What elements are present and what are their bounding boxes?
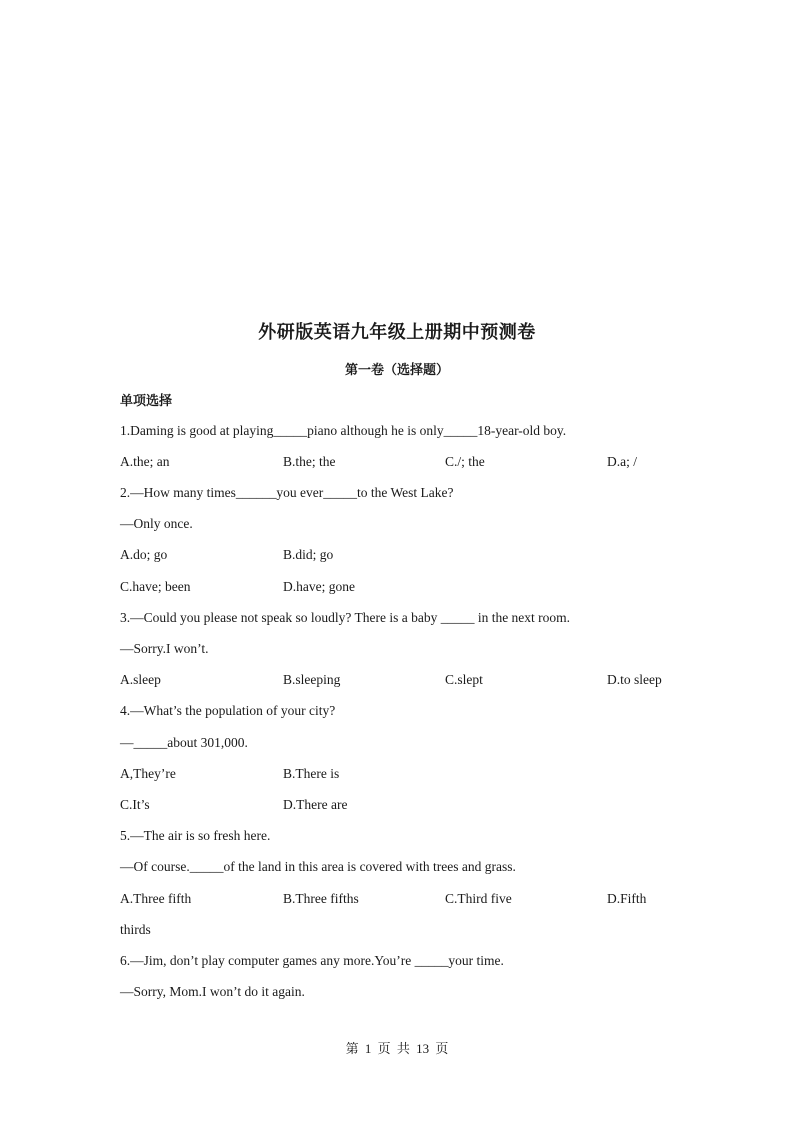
question-4-option-b: B.There is <box>283 766 340 781</box>
question-3-option-d: D.to sleep <box>607 672 662 687</box>
question-2-stem: 2.—How many times______you ever_____to the West Lake? <box>120 485 454 500</box>
question-4-response: —_____about 301,000. <box>120 735 248 750</box>
question-1-option-b: B.the; the <box>283 454 336 469</box>
question-4-option-a: A,They’re <box>120 766 176 781</box>
question-2-option-c: C.have; been <box>120 579 191 594</box>
question-1-option-c: C./; the <box>445 454 485 469</box>
question-3-option-c: C.slept <box>445 672 483 687</box>
question-4-option-c: C.It’s <box>120 797 150 812</box>
question-2-option-a: A.do; go <box>120 547 168 562</box>
question-3-stem: 3.—Could you please not speak so loudly? There is a baby _____ in the next room. <box>120 610 571 625</box>
page-subtitle: 第一卷（选择题） <box>344 363 449 378</box>
question-4-stem: 4.—What’s the population of your city? <box>120 703 336 718</box>
question-1-option-a: A.the; an <box>120 454 170 469</box>
question-2-option-d: D.have; gone <box>283 579 355 594</box>
question-3-option-a: A.sleep <box>120 672 161 687</box>
question-3-option-b: B.sleeping <box>283 672 341 687</box>
page-title: 外研版英语九年级上册期中预测卷 <box>258 322 536 343</box>
question-5-option-d-wrap: thirds <box>120 922 151 937</box>
question-5-option-b: B.Three fifths <box>283 891 359 906</box>
question-1-option-d: D.a; / <box>607 454 637 469</box>
question-1-stem: 1.Daming is good at playing_____piano although he is only_____18-year-old boy. <box>120 423 567 438</box>
question-5-stem: 5.—The air is so fresh here. <box>120 828 271 843</box>
question-2-response: —Only once. <box>120 516 193 531</box>
question-5-option-a: A.Three fifth <box>120 891 192 906</box>
question-4-option-d: D.There are <box>283 797 348 812</box>
question-6-response: —Sorry, Mom.I won’t do it again. <box>120 984 305 999</box>
question-6-stem: 6.—Jim, don’t play computer games any more.You’re _____your time. <box>120 953 504 968</box>
question-2-option-b: B.did; go <box>283 547 334 562</box>
question-5-option-c: C.Third five <box>445 891 512 906</box>
question-5-option-d: D.Fifth <box>607 891 647 906</box>
question-3-response: —Sorry.I won’t. <box>120 641 209 656</box>
page-number-footer: 第 1 页 共 13 页 <box>345 1041 449 1056</box>
section-heading: 单项选择 <box>120 394 173 409</box>
question-5-response: —Of course._____of the land in this area is covered with trees and grass. <box>120 859 516 874</box>
